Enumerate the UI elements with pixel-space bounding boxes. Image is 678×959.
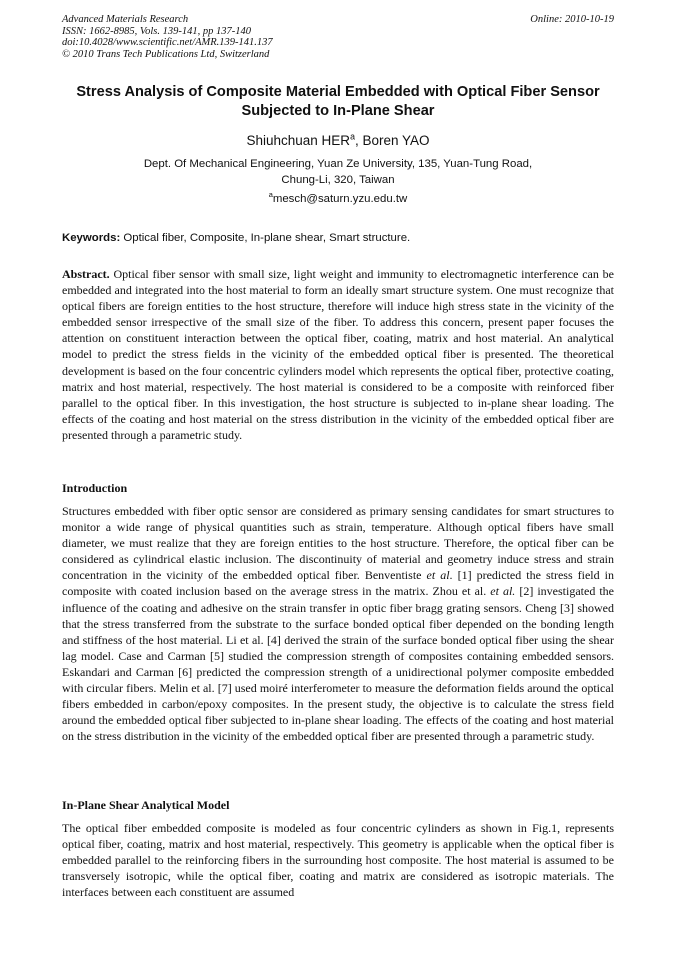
- authors-line: [62, 132, 614, 149]
- keywords: [62, 231, 614, 246]
- abstract-text: Optical fiber sensor with small size, light weight and immunity to electromagnetic interference can be embedded and integrated into the host material to form an ideally smart structure system. One must recognize that optical fibers are foreign entities to the host structure, therefore will induce high stress state in the vicinity of the embedded sensor irrespective of the small size of the fiber. To address this concern, present paper focuses the attention on constituent interaction between the optical fiber, coating, matrix and host material. An analytical model to predict the stress fields in the vicinity of the embedded optical fiber is presented. The theoretical development is based on the four concentric cylinders model which represents the optical fiber, protective coating, matrix and host material, respectively. The host material is considered to be a composite with reinforced fiber parallel to the optical fiber. In this investigation, the host structure is subjected to in-plane shear loading. The effects of the coating and host material on the stress distribution in the vicinity of the embedded optical fiber are presented through a parametric study.: [62, 267, 614, 442]
- email-address: mesch@saturn.yzu.edu.tw: [272, 193, 408, 205]
- author-2: Boren YAO: [362, 133, 430, 148]
- email-affil-mark: a: [268, 190, 273, 200]
- online-date: Online: 2010-10-19: [530, 14, 614, 25]
- intro-text-3: [2] investigated the influence of the coating and adhesive on the strain transfer in optic fiber bragg grating sensors. Cheng [3] showed that the stress transferred from the substrate to the surface bonded optical fiber depended on the bonding length and stiffness of the host material. Li et al. [4] derived the strain of the surface bonded optical fiber using the shear lag model. Case and Carman [5] studied the compression strength of composites containing embedded sensors. Eskandari and Carman [6] predicted the compression strength of a unidirectional polymer composite embedded with circular fibers. Melin et al. [7] used moiré interferometer to measure the deformation fields around the optical fibers embedded in carbon/epoxy composites. In the present study, the objective is to calculate the stress field around the embedded optical fiber subjected to in-plane shear loading. The effects of the coating and host material on the stress distribution in the vicinity of the embedded optical fiber are presented through a parametric study.: [62, 584, 615, 744]
- copyright-line: © 2010 Trans Tech Publications Ltd, Switzerland: [62, 48, 270, 60]
- intro-et-al-1: et al: [426, 568, 450, 583]
- abstract-label: Abstract.: [62, 267, 110, 281]
- author-1: Shiuhchuan HER: [246, 133, 351, 148]
- author-email: [62, 192, 614, 207]
- intro-text-1: Structures embedded with fiber optic sensor are considered as primary sensing candidates for smart structures to monitor a wide range of physical quantities such as strain, temperature. Although optical fibers have small diameter, we must realize that they are foreign entities to the host structure. Therefore, the optical fiber can be considered as cylindrical elastic inclusion. The discontinuity of material and geometry induce stress and strain concentration in the vicinity of the embedded optical fiber. Benventiste: [62, 504, 614, 583]
- affiliation-line-1: Dept. Of Mechanical Engineering, Yuan Ze University, 135, Yuan-Tung Road,: [143, 158, 533, 170]
- keywords-text: Optical fiber, Composite, In-plane shear, Smart structure.: [120, 232, 411, 244]
- author-separator: ,: [354, 133, 363, 148]
- paper-title: Stress Analysis of Composite Material Embedded with Optical Fiber Sensor Subjected to In-Plane Shear: [76, 84, 600, 119]
- issn-line: ISSN: 1662-8985, Vols. 139-141, pp 137-140: [62, 25, 251, 37]
- introduction-paragraph: [62, 503, 614, 744]
- section-heading-introduction: Introduction: [62, 481, 128, 495]
- abstract: [62, 266, 614, 443]
- affiliation: [62, 157, 614, 188]
- model-paragraph: The optical fiber embedded composite is modeled as four concentric cylinders as shown in Fig.1, represents optical fiber, coating, matrix and host material, respectively. This geometry is applicable when the optical fiber is embedded parallel to the reinforcing fibers in the surrounding host composite. The host material is assumed to be transversely isotropic, while the optical fiber, coating and matrix are considered as isotropic materials. The interfaces between each constituent are assumed: [62, 821, 614, 900]
- intro-text-2: . [1] predicted the stress field in composite with coated inclusion based on the average stress in the matrix. Zhou et al.: [62, 568, 614, 599]
- author-1-affil-mark: a: [350, 131, 355, 142]
- section-heading-model: In-Plane Shear Analytical Model: [62, 798, 230, 812]
- journal-header: [62, 14, 482, 60]
- keywords-label: Keywords:: [62, 232, 121, 244]
- intro-et-al-2: et al.: [490, 584, 516, 599]
- affiliation-line-2: Chung-Li, 320, Taiwan: [281, 173, 395, 186]
- journal-name: Advanced Materials Research: [62, 14, 189, 25]
- doi-line: doi:10.4028/www.scientific.net/AMR.139-141.137: [62, 37, 273, 48]
